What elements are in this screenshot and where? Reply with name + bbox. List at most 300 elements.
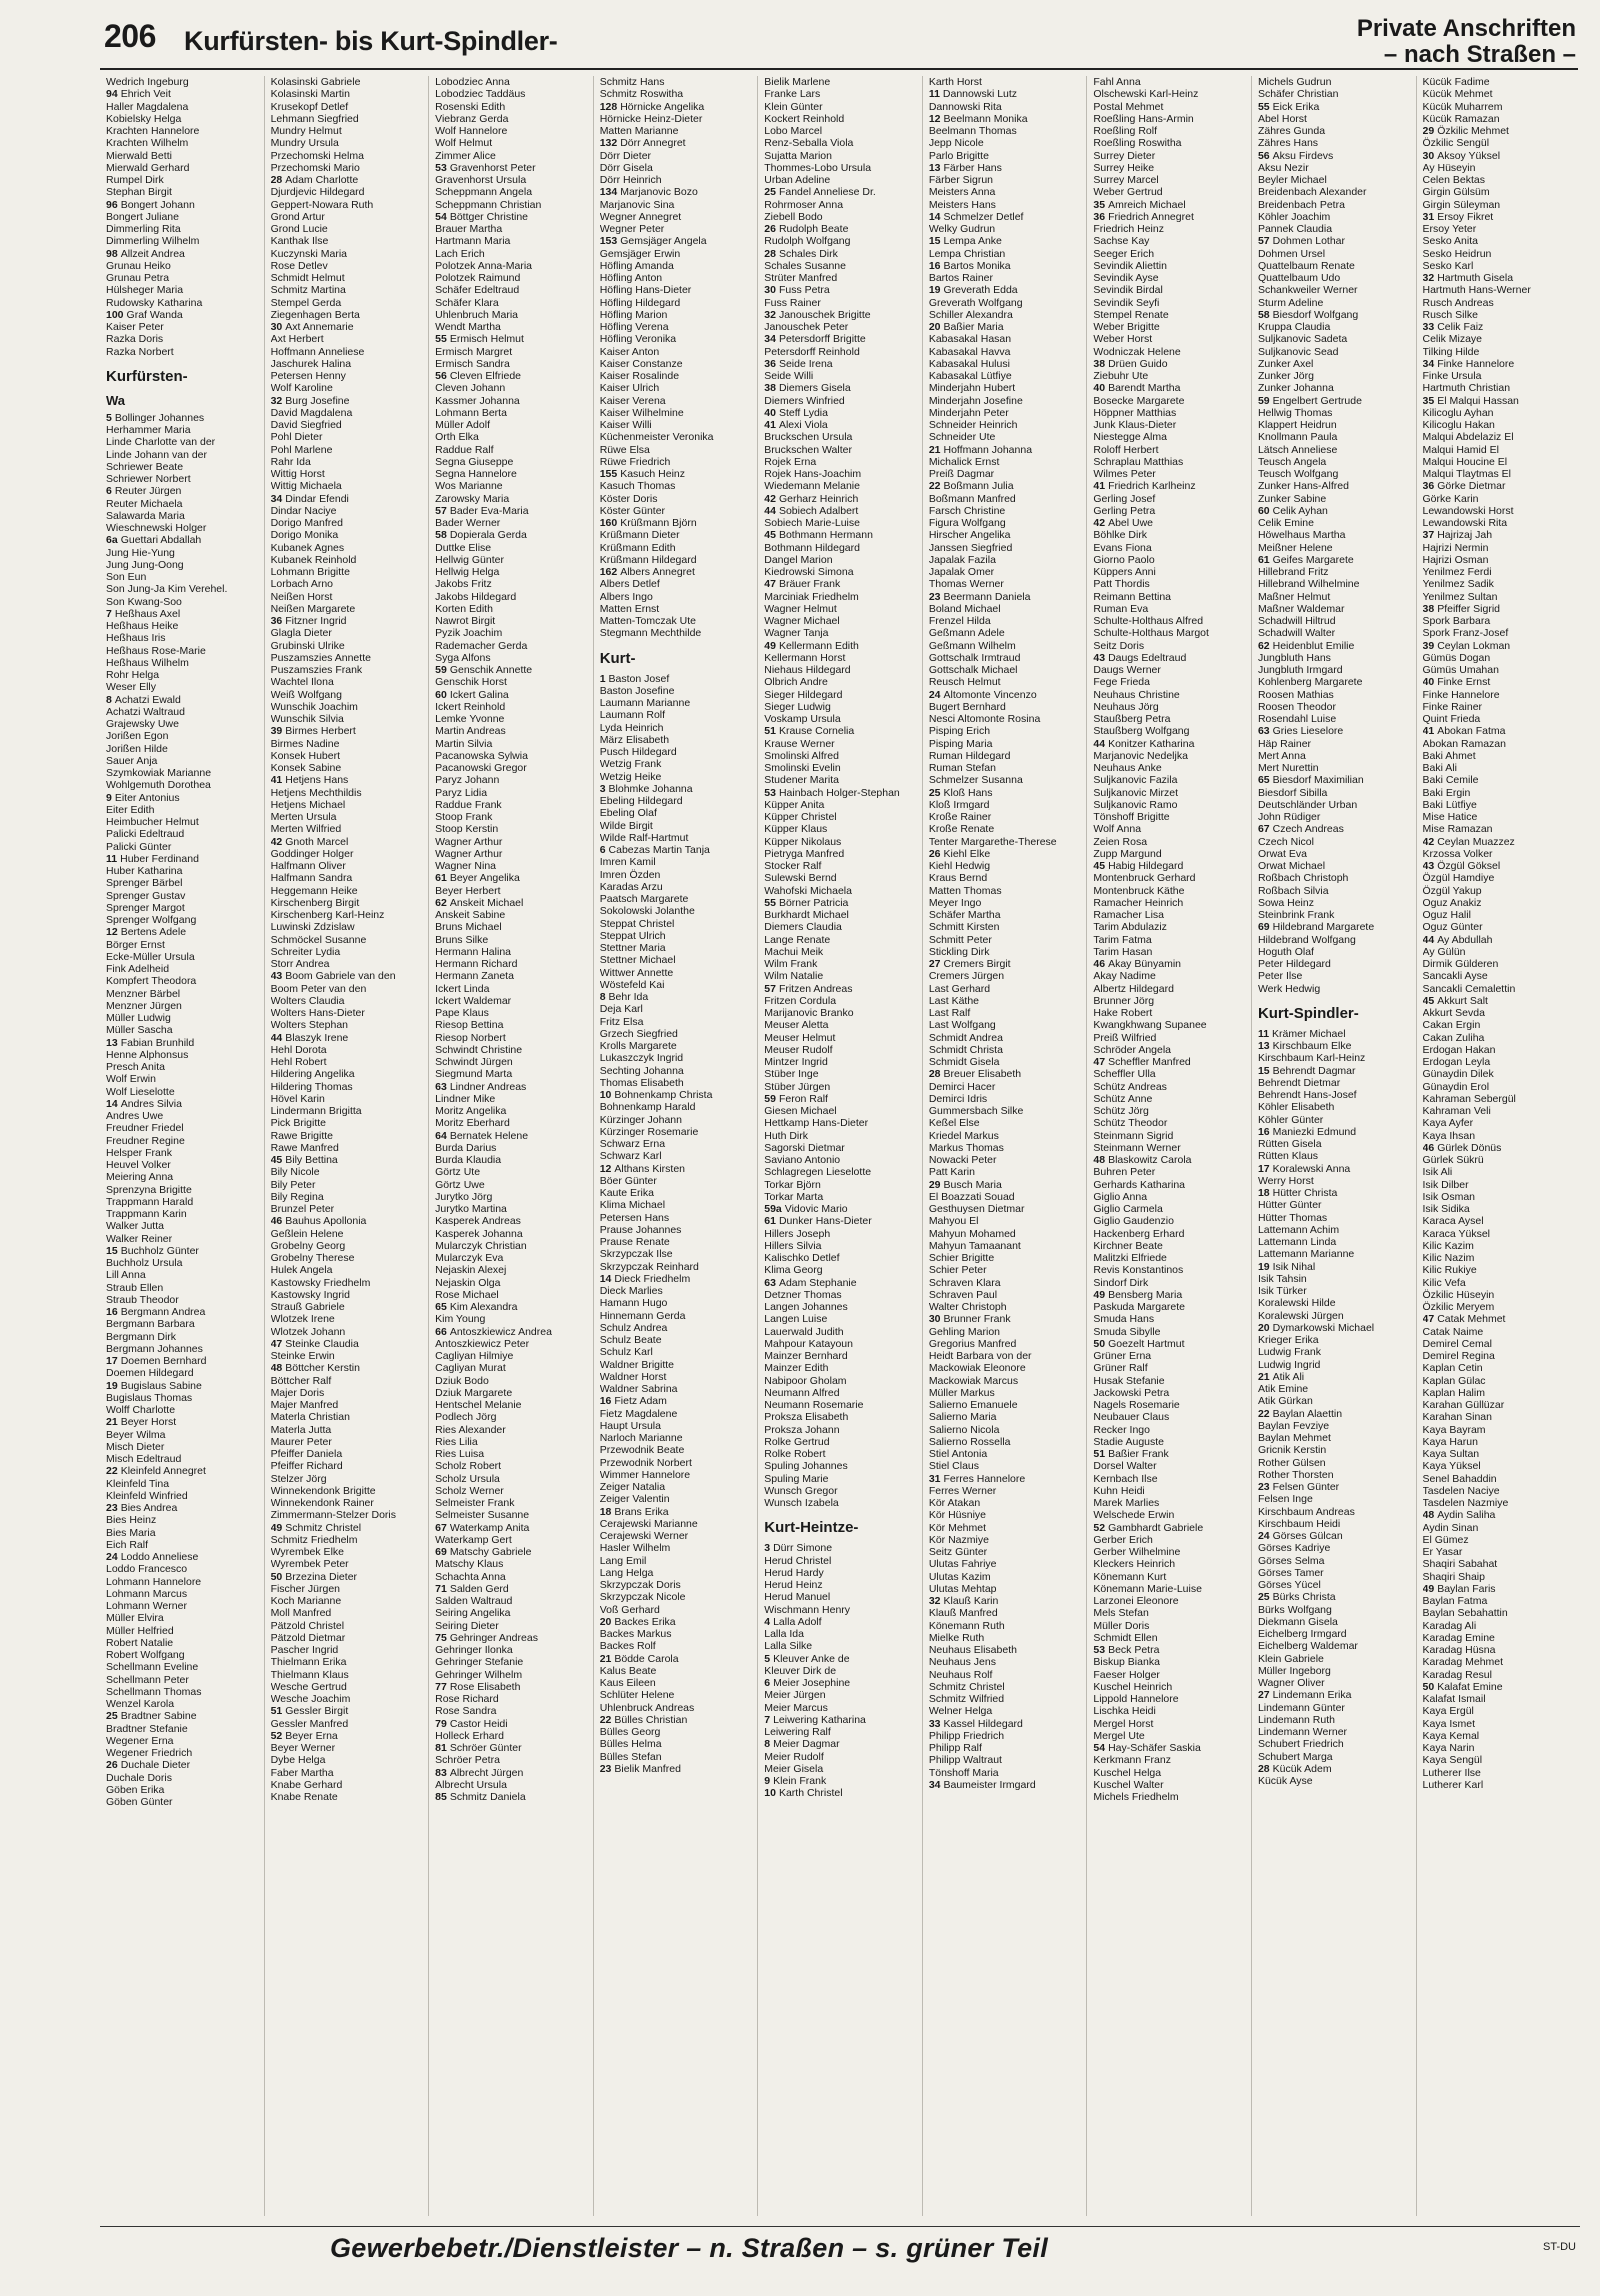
resident-entry	[1423, 554, 1577, 566]
resident-entry	[271, 1019, 425, 1031]
resident-entry	[1093, 1326, 1247, 1338]
resident-name: Goddinger Holger	[270, 847, 354, 860]
resident-name: Figura Wolfgang	[928, 517, 1006, 529]
resident-entry	[1423, 1595, 1577, 1607]
resident-entry	[764, 1751, 918, 1763]
resident-name: Heuvel Volker	[106, 1159, 171, 1171]
resident-name: Bergmann Johannes	[106, 1342, 203, 1355]
resident-entry	[106, 248, 260, 260]
resident-entry	[600, 881, 754, 893]
resident-name: Schellmann Eveline	[106, 1661, 199, 1674]
resident-entry	[1258, 946, 1412, 958]
resident-entry	[1093, 1068, 1247, 1080]
resident-name: Gehringer Ilonka	[435, 1644, 513, 1656]
resident-entry	[600, 1726, 754, 1738]
resident-entry	[764, 407, 918, 419]
resident-name: Höfling Hans-Dieter	[599, 284, 692, 297]
resident-name: Duchale Doris	[106, 1771, 172, 1784]
resident-name: Finke Hannelore	[1422, 688, 1500, 701]
resident-name: Korten Edith	[435, 602, 493, 615]
resident-name: Werk Hedwig	[1257, 982, 1321, 995]
resident-name: Achatzi Ewald	[114, 693, 181, 706]
resident-name: Postal Mehmet	[1093, 100, 1164, 113]
resident-entry	[106, 412, 260, 424]
resident-name: Kloß Irmgard	[928, 798, 990, 811]
resident-entry	[435, 260, 589, 272]
house-number: 38	[1422, 602, 1435, 615]
resident-entry	[764, 983, 918, 995]
resident-entry	[1093, 1203, 1247, 1215]
resident-entry	[600, 578, 754, 590]
house-number: 50	[270, 1570, 283, 1583]
resident-entry	[929, 1056, 1083, 1068]
resident-name: Schwindt Jürgen	[435, 1056, 513, 1068]
resident-name: Rose Elisabeth	[449, 1680, 521, 1693]
resident-entry	[435, 1730, 589, 1742]
resident-name: Kolasinski Martin	[270, 88, 350, 101]
resident-entry	[600, 685, 754, 697]
resident-name: Tönshoff Maria	[928, 1766, 999, 1779]
resident-entry	[106, 547, 260, 559]
resident-name: Straub Ellen	[106, 1281, 164, 1294]
resident-name: Grüner Ralf	[1093, 1362, 1148, 1375]
resident-name: Akkurt Sevda	[1422, 1007, 1485, 1019]
resident-entry	[271, 456, 425, 468]
resident-name: Ebeling Olaf	[599, 807, 657, 820]
resident-entry	[106, 694, 260, 706]
house-number: 46	[270, 1215, 283, 1228]
resident-name: Bothmann Hildegard	[764, 541, 860, 554]
resident-entry	[1093, 652, 1247, 664]
resident-entry	[1423, 1509, 1577, 1521]
resident-entry	[106, 162, 260, 174]
resident-entry	[1093, 603, 1247, 615]
resident-name: Bies Maria	[106, 1526, 156, 1539]
resident-entry	[271, 101, 425, 113]
resident-name: Rother Thorsten	[1257, 1468, 1334, 1481]
resident-entry	[1093, 578, 1247, 590]
resident-name: Hellwig Günter	[435, 553, 504, 566]
resident-name: Roßbach Christoph	[1257, 872, 1349, 885]
resident-name: Höfling Verena	[599, 321, 669, 333]
resident-name: Genschik Annette	[449, 664, 533, 676]
section-title-line-1: Private Anschriften	[1356, 15, 1576, 42]
resident-name: Peter Ilse	[1257, 970, 1303, 983]
resident-name: Steppat Christel	[599, 917, 675, 930]
resident-entry	[764, 946, 918, 958]
resident-entry	[1093, 1730, 1247, 1742]
resident-entry	[435, 1644, 589, 1656]
resident-name: Sobiech Marie-Luise	[764, 517, 860, 529]
resident-name: Bies Heinz	[106, 1514, 157, 1527]
resident-entry	[271, 1081, 425, 1093]
resident-name: Lätsch Anneliese	[1257, 443, 1338, 456]
resident-name: Hartmuth Gisela	[1437, 272, 1514, 284]
resident-name: Wolters Claudia	[270, 994, 345, 1007]
resident-entry	[929, 211, 1083, 223]
resident-name: Rusch Silke	[1422, 308, 1478, 321]
resident-name: Koralewski Anna	[1272, 1162, 1351, 1175]
resident-name: Sevindik Seyfi	[1093, 296, 1160, 309]
resident-name: Kaiser Ulrich	[599, 382, 660, 395]
resident-name: Lindemann Werner	[1257, 1726, 1348, 1738]
resident-entry	[1423, 1767, 1577, 1779]
resident-name: Biesdorf Wolfgang	[1272, 308, 1359, 321]
resident-name: Allzeit Andrea	[120, 247, 185, 260]
resident-entry	[1258, 174, 1412, 186]
resident-name: Malitzki Elfriede	[1093, 1252, 1167, 1264]
resident-name: Pisping Maria	[928, 737, 993, 750]
resident-name: Leiwering Ralf	[764, 1726, 831, 1738]
resident-name: Zunker Jörg	[1257, 370, 1314, 382]
resident-entry	[1093, 885, 1247, 897]
resident-entry	[435, 1779, 589, 1791]
resident-name: Ferres Hannelore	[943, 1472, 1026, 1485]
resident-name: Färber Sigrun	[928, 174, 994, 186]
resident-entry	[600, 758, 754, 770]
resident-entry	[1423, 995, 1577, 1007]
resident-entry	[600, 1395, 754, 1407]
resident-name: Niestegge Alma	[1093, 431, 1167, 444]
resident-name: Lobodziec Taddäus	[435, 88, 526, 101]
resident-name: Pick Brigitte	[270, 1117, 326, 1130]
resident-entry	[106, 436, 260, 448]
resident-name: Grubinski Ulrike	[270, 639, 345, 652]
resident-name: Görses Tamer	[1257, 1566, 1324, 1579]
resident-name: Roosen Theodor	[1257, 700, 1336, 713]
resident-name: Baylan Mehmet	[1257, 1432, 1331, 1444]
resident-name: Hörnicke Angelika	[620, 100, 705, 113]
resident-name: Laumann Rolf	[599, 709, 666, 722]
resident-entry	[764, 934, 918, 946]
resident-entry	[271, 958, 425, 970]
resident-name: Haupt Ursula	[599, 1419, 661, 1432]
house-number: 47	[1093, 1056, 1106, 1068]
resident-entry	[764, 529, 918, 541]
resident-entry	[1093, 1656, 1247, 1668]
resident-entry	[600, 820, 754, 832]
house-number: 47	[270, 1337, 283, 1350]
resident-name: Schmitt Kirsten	[928, 921, 1000, 934]
resident-name: Mierwald Gerhard	[106, 161, 190, 174]
resident-entry	[600, 673, 754, 685]
resident-name: Köhler Joachim	[1257, 210, 1331, 223]
resident-entry	[1093, 358, 1247, 370]
resident-entry	[764, 554, 918, 566]
resident-entry	[271, 1093, 425, 1105]
resident-name: Last Wolfgang	[928, 1019, 996, 1032]
resident-name: Atik Ali	[1272, 1370, 1305, 1383]
resident-entry	[600, 542, 754, 554]
resident-name: Hillers Silvia	[764, 1239, 822, 1252]
resident-name: Roeßling Hans-Armin	[1093, 112, 1194, 125]
resident-entry	[106, 1380, 260, 1392]
resident-name: Schraven Klara	[928, 1276, 1001, 1289]
resident-name: Ziebell Bodo	[764, 210, 823, 223]
resident-entry	[106, 779, 260, 791]
resident-name: Junk Klaus-Dieter	[1093, 419, 1177, 431]
resident-entry	[764, 1228, 918, 1240]
street-heading: Kurt-	[599, 649, 636, 667]
resident-name: Finke Rainer	[1422, 700, 1483, 713]
resident-name: Schriewer Beate	[106, 460, 184, 473]
resident-name: Schmitz Roswitha	[599, 88, 684, 101]
resident-entry	[435, 799, 589, 811]
resident-entry	[1093, 272, 1247, 284]
resident-entry	[600, 1138, 754, 1150]
resident-entry	[106, 926, 260, 938]
resident-entry	[1423, 1387, 1577, 1399]
resident-name: Heidt Barbara von der	[928, 1350, 1032, 1362]
resident-entry	[1423, 431, 1577, 443]
resident-name: Kaya Ihsan	[1422, 1129, 1476, 1142]
resident-name: Antoszkiewicz Peter	[435, 1337, 530, 1350]
resident-name: Roosen Mathias	[1257, 688, 1334, 701]
resident-name: Aydin Saliha	[1437, 1509, 1496, 1522]
resident-name: Gerber Wilhelmine	[1093, 1546, 1181, 1558]
resident-name: Kockert Reinhold	[764, 112, 845, 125]
resident-name: Kilicoglu Ayhan	[1422, 406, 1494, 419]
resident-entry	[1258, 1653, 1412, 1665]
resident-entry	[929, 1326, 1083, 1338]
house-number: 58	[1257, 308, 1270, 321]
resident-entry	[1423, 603, 1577, 615]
resident-entry	[929, 725, 1083, 737]
resident-name: Wilm Natalie	[764, 970, 824, 983]
resident-name: Klima Georg	[764, 1264, 823, 1277]
resident-name: Rojek Hans-Joachim	[764, 468, 862, 480]
resident-name: Robert Wolfgang	[106, 1649, 185, 1661]
house-number: 64	[435, 1129, 447, 1142]
resident-name: Schiller Alexandra	[928, 308, 1013, 321]
resident-name: Özkilic Hüseyin	[1422, 1288, 1495, 1301]
resident-name: Waldner Horst	[599, 1370, 667, 1383]
page-number: 206	[104, 18, 156, 54]
resident-entry	[600, 1469, 754, 1481]
resident-entry	[106, 1661, 260, 1673]
resident-entry	[1093, 1485, 1247, 1497]
resident-name: Gregorius Manfred	[928, 1337, 1017, 1350]
resident-entry	[435, 431, 589, 443]
resident-name: Haller Magdalena	[106, 100, 189, 113]
house-number: 6	[106, 485, 112, 498]
resident-name: Kilic Rukiye	[1422, 1264, 1477, 1277]
resident-entry	[600, 297, 754, 309]
resident-entry	[1423, 1399, 1577, 1411]
resident-name: Schales Dirk	[778, 247, 838, 260]
resident-entry	[929, 1068, 1083, 1080]
resident-entry	[1258, 1150, 1412, 1162]
resident-entry	[106, 1478, 260, 1490]
resident-entry	[1258, 297, 1412, 309]
resident-name: Eichelberg Waldemar	[1257, 1640, 1358, 1653]
resident-entry	[764, 468, 918, 480]
resident-name: Torkar Marta	[764, 1190, 824, 1203]
resident-entry	[600, 566, 754, 578]
resident-name: Akay Nadime	[1093, 970, 1156, 983]
resident-name: Maßner Helmut	[1257, 590, 1331, 603]
resident-name: Böttcher Ralf	[270, 1374, 332, 1387]
resident-entry	[600, 1175, 754, 1187]
house-number: 32	[764, 308, 776, 321]
resident-name: Salierno Maria	[928, 1411, 997, 1424]
resident-entry	[106, 1514, 260, 1526]
resident-name: Salden Gerd	[449, 1582, 509, 1595]
resident-entry	[106, 346, 260, 358]
resident-name: Wiedemann Melanie	[764, 480, 860, 493]
resident-entry	[600, 795, 754, 807]
resident-name: Smolinski Alfred	[764, 749, 839, 762]
resident-name: Catak Mehmet	[1437, 1313, 1506, 1326]
resident-name: Hoguth Olaf	[1257, 945, 1314, 958]
resident-entry	[271, 897, 425, 909]
resident-entry	[1258, 591, 1412, 603]
resident-name: Hellwig Helga	[435, 566, 500, 578]
resident-entry	[1093, 762, 1247, 774]
resident-entry	[764, 689, 918, 701]
resident-entry	[1423, 1583, 1577, 1595]
resident-name: Bergmann Barbara	[106, 1318, 195, 1331]
resident-entry	[271, 1742, 425, 1754]
resident-name: Stickling Dirk	[928, 945, 990, 958]
resident-entry	[271, 1730, 425, 1742]
resident-name: Gessler Manfred	[270, 1717, 349, 1730]
resident-entry	[271, 1252, 425, 1264]
resident-entry	[600, 591, 754, 603]
resident-name: Lauerwald Judith	[764, 1325, 844, 1338]
resident-entry	[764, 848, 918, 860]
resident-entry	[600, 832, 754, 844]
resident-name: Last Käthe	[928, 994, 980, 1007]
resident-entry	[106, 1147, 260, 1159]
resident-name: Kasperek Andreas	[435, 1215, 521, 1228]
resident-name: Son Jung-Ja Kim Verehel.	[106, 583, 228, 596]
resident-entry	[600, 1334, 754, 1346]
resident-name: Jurytko Martina	[435, 1203, 507, 1215]
resident-entry	[1258, 358, 1412, 370]
resident-name: Gehling Marion	[928, 1325, 1001, 1338]
resident-name: Lalla Silke	[764, 1640, 813, 1653]
street-heading: Kurfürsten-	[106, 367, 188, 385]
house-number: 160	[599, 517, 618, 529]
resident-name: Wilde Ralf-Hartmut	[599, 831, 689, 844]
resident-entry	[929, 701, 1083, 713]
resident-entry	[764, 1460, 918, 1472]
resident-entry	[106, 473, 260, 485]
house-number: 20	[599, 1615, 612, 1628]
resident-entry	[435, 493, 589, 505]
resident-name: Rawe Manfred	[270, 1141, 339, 1154]
resident-name: Tarim Fatma	[1093, 933, 1152, 946]
resident-entry	[929, 1130, 1083, 1142]
house-number: 36	[270, 615, 283, 627]
house-number: 33	[1422, 321, 1435, 333]
resident-name: Backes Rolf	[599, 1640, 656, 1653]
resident-entry	[106, 877, 260, 889]
resident-name: Schütz Anne	[1093, 1092, 1153, 1105]
house-number: 19	[1257, 1260, 1270, 1273]
resident-entry	[435, 1362, 589, 1374]
resident-entry	[1258, 1775, 1412, 1787]
house-number: 128	[599, 100, 618, 113]
resident-entry	[271, 774, 425, 786]
resident-name: Kürzinger Rosemarie	[599, 1125, 699, 1138]
resident-entry	[764, 297, 918, 309]
resident-entry	[271, 150, 425, 162]
resident-name: Michels Friedhelm	[1093, 1791, 1179, 1803]
resident-name: Hoffmann Anneliese	[270, 345, 365, 358]
resident-name: Baylan Fevziye	[1257, 1419, 1330, 1432]
resident-name: Greverath Edda	[943, 284, 1018, 297]
resident-entry	[929, 640, 1083, 652]
resident-name: Helsper Frank	[106, 1146, 172, 1159]
resident-entry	[600, 734, 754, 746]
resident-entry	[106, 309, 260, 321]
resident-entry	[764, 444, 918, 456]
resident-name: Kellermann Horst	[764, 651, 846, 664]
resident-entry	[1423, 125, 1577, 137]
resident-name: John Rüdiger	[1257, 811, 1321, 823]
resident-entry	[1093, 860, 1247, 872]
resident-name: Stiel Claus	[928, 1460, 980, 1473]
resident-name: Küppers Anni	[1093, 566, 1156, 578]
resident-entry	[1093, 701, 1247, 713]
resident-name: Daugs Werner	[1093, 664, 1161, 676]
resident-entry	[600, 346, 754, 358]
house-number: 20	[1257, 1321, 1270, 1334]
resident-entry	[106, 1073, 260, 1085]
resident-name: Adam Charlotte	[285, 174, 359, 186]
resident-entry	[435, 1632, 589, 1644]
resident-entry	[764, 885, 918, 897]
resident-entry	[1258, 1432, 1412, 1444]
resident-name: Grzech Siegfried	[599, 1027, 678, 1040]
resident-entry	[435, 211, 589, 223]
resident-name: Mahpour Katayoun	[764, 1337, 853, 1350]
resident-name: Matten Thomas	[928, 884, 1002, 897]
resident-entry	[929, 431, 1083, 443]
resident-name: Albers Ingo	[599, 590, 653, 603]
resident-entry	[764, 1105, 918, 1117]
resident-name: Felsen Günter	[1272, 1481, 1340, 1493]
resident-name: Lehmann Siegfried	[270, 112, 359, 125]
resident-name: Görtz Uwe	[435, 1178, 485, 1191]
resident-entry	[106, 718, 260, 730]
resident-entry	[929, 162, 1083, 174]
resident-entry	[271, 921, 425, 933]
resident-name: Meier Dagmar	[773, 1738, 840, 1751]
resident-entry	[106, 1649, 260, 1661]
resident-entry	[1258, 1481, 1412, 1493]
resident-name: Hermann Zaneta	[435, 970, 514, 983]
house-number: 51	[764, 725, 776, 738]
resident-name: Frenzel Hilda	[928, 615, 991, 627]
resident-name: Marciniak Friedhelm	[764, 590, 859, 603]
house-number: 22	[599, 1713, 612, 1726]
resident-entry	[600, 1457, 754, 1469]
resident-entry	[1093, 983, 1247, 995]
street-suffix-heading: Wa	[106, 392, 126, 408]
resident-name: Schulte-Holthaus Margot	[1093, 627, 1209, 640]
resident-name: Celen Bektas	[1422, 174, 1485, 186]
resident-entry	[106, 125, 260, 137]
resident-entry	[764, 860, 918, 872]
resident-entry	[271, 419, 425, 431]
house-number: 81	[435, 1742, 447, 1754]
resident-entry	[271, 223, 425, 235]
resident-name: Gemsjäger Erwin	[599, 247, 681, 260]
resident-entry	[929, 1032, 1083, 1044]
